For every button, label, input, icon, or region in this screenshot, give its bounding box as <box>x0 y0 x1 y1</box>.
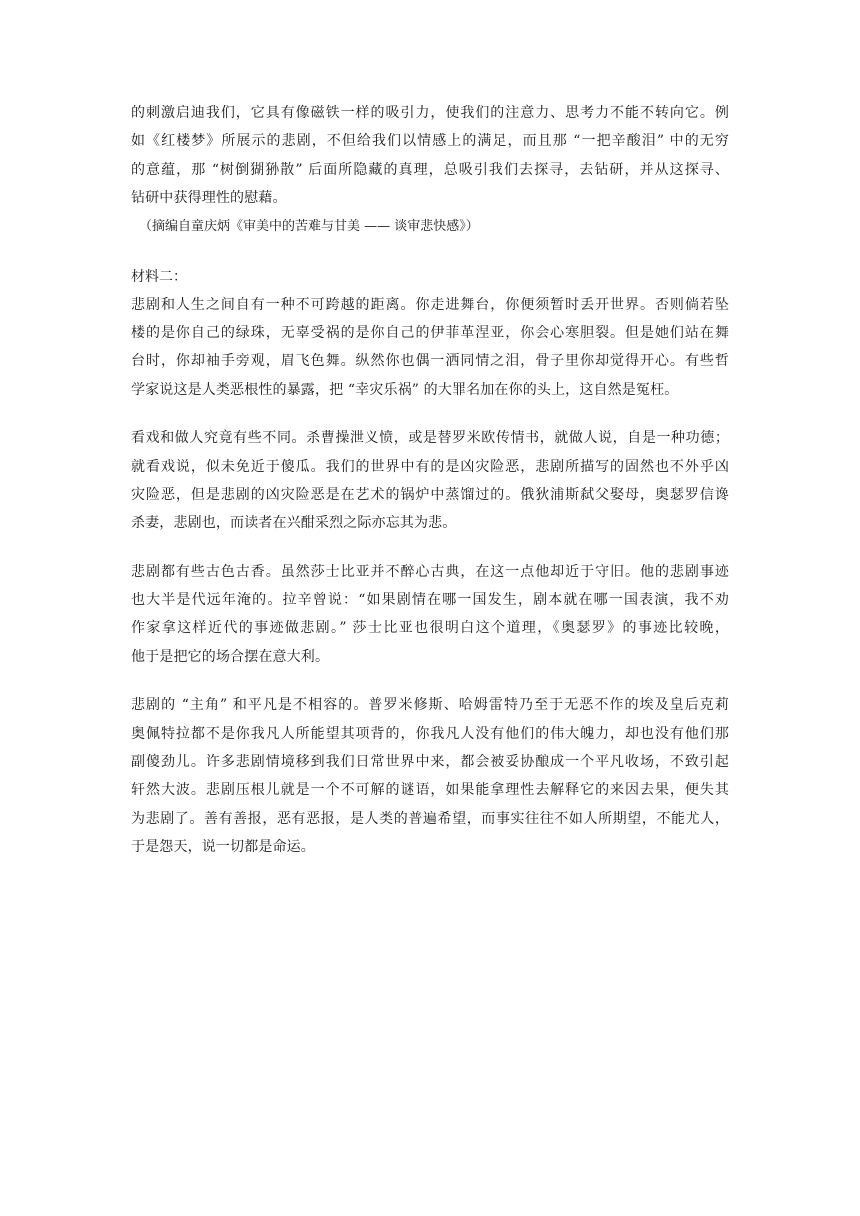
text-line: 副傻劲儿。许多悲剧情境移到我们日常世界中来，都会被妥协酿成一个平凡收场，不致引起 <box>131 754 729 771</box>
text-line: 的刺激启迪我们，它具有像磁铁一样的吸引力，使我们的注意力、思考力不能不转向它。例 <box>131 105 729 121</box>
paragraph <box>131 695 729 857</box>
text-line: 悲剧和人生之间自有一种不可跨越的距离。你走进舞台，你便须暂时丢开世界。否则倘若坠 <box>131 296 729 313</box>
text-line: 的意蕴，那 “树倒猢狲散” 后面所隐藏的真理，总吸引我们去探寻，去钻研，并从这探寻、 <box>131 161 729 178</box>
text-line: 灾险恶，但是悲剧的凶灾险恶是在艺术的锅炉中蒸馏过的。俄狄浦斯弑父娶母，奥瑟罗信谗 <box>131 486 729 503</box>
document-page <box>131 103 729 866</box>
text-line: 台时，你却袖手旁观，眉飞色舞。纵然你也偶一洒同情之泪，骨子里你却觉得开心。有些哲 <box>131 353 729 370</box>
text-line: 杀妻，悲剧也，而读者在兴酣采烈之际亦忘其为悲。 <box>131 515 457 532</box>
section-heading: 材料二： <box>131 268 187 285</box>
text-line: 作家拿这样近代的事迹做悲剧。” 莎士比亚也很明白这个道理，《奥瑟罗》的事迹比较晚， <box>131 620 729 637</box>
text-line: 看戏和做人究竟有些不同。杀曹操泄义愤，或是替罗米欧传情书，就做人说，自是一种功德； <box>131 430 729 447</box>
paragraph <box>131 428 729 533</box>
paragraph <box>131 562 729 667</box>
text-line: 他于是把它的场合摆在意大利。 <box>131 648 330 665</box>
text-line: 楼的是你自己的绿珠，无辜受祸的是你自己的伊菲革涅亚，你会心寒胆裂。但是她们站在舞 <box>131 324 729 341</box>
text-line: 悲剧都有些古色古香。虽然莎士比亚并不醉心古典，在这一点他却近于守旧。他的悲剧事迹 <box>131 563 729 580</box>
text-line: 轩然大波。悲剧压根儿就是一个不可解的谜语，如果能拿理性去解释它的来因去果，便失其 <box>131 782 729 799</box>
text-line: 奥佩特拉都不是你我凡人所能望其项背的，你我凡人没有他们的伟大魄力，却也没有他们那 <box>131 725 729 742</box>
text-line: 如《红楼梦》所展示的悲剧，不但给我们以情感上的满足，而且那 “一把辛酸泪” 中的无穷 <box>131 133 729 150</box>
text-line: 也大半是代远年淹的。拉辛曾说：“如果剧情在哪一国发生，剧本就在哪一国表演，我不劝 <box>131 592 729 609</box>
text-line: 悲剧的 “主角” 和平凡是不相容的。普罗米修斯、哈姆雷特乃至于无恶不作的埃及皇后克莉 <box>131 697 729 714</box>
text-line: 学家说这是人类恶根性的暴露，把 “幸灾乐祸” 的大罪名加在你的头上，这自然是冤枉。 <box>131 381 679 398</box>
text-line: 为悲剧了。善有善报，恶有恶报，是人类的普遍希望，而事实往往不如人所期望，不能尤人， <box>131 810 729 827</box>
text-line: 就看戏说，似未免近于傻瓜。我们的世界中有的是凶灾险恶，悲剧所描写的固然也不外乎凶 <box>131 458 729 475</box>
paragraph <box>131 295 729 400</box>
text-line: 于是怨天，说一切都是命运。 <box>131 839 315 856</box>
source-citation: （摘编自童庆炳《审美中的苦难与甘美 —— 谈审悲快感》） <box>139 218 479 234</box>
text-line: 钻研中获得理性的慰藉。 <box>131 190 287 207</box>
material1-continuation <box>131 103 729 237</box>
